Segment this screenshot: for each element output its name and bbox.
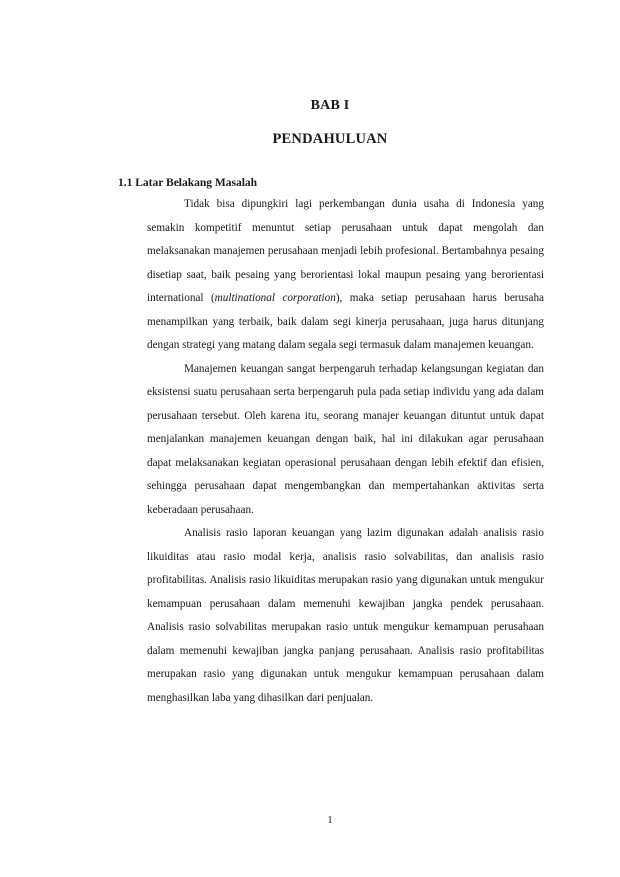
chapter-number: BAB I	[310, 98, 350, 113]
chapter-title: PENDAHULUAN	[272, 131, 388, 147]
section-heading: 1.1 Latar Belakang Masalah	[118, 177, 258, 189]
paragraph-1-before: Tidak bisa dipungkiri lagi perkembangan dunia usaha di Indonesia yang semakin kompetitif menuntut setiap perusahaan untuk dapat mengolah dan melaksanakan manajemen perusahaan menjadi lebih profesional. Bertambahnya pesaing disetiap saat, baik pesaing yang berorientasi lokal maupun pesaing yang berorientasi international (	[147, 198, 544, 304]
paragraph-3: Analisis rasio laporan keuangan yang lazim digunakan adalah analisis rasio likuiditas atau rasio modal kerja, analisis rasio solvabilitas, dan analisis rasio profitabilitas. Analisis rasio likuiditas merupakan rasio yang digunakan untuk mengukur kemampuan perusahaan dalam memenuhi kewajiban jangka pendek perusahaan. Analisis rasio solvabilitas merupakan rasio untuk mengukur kemampuan perusahaan dalam memenuhi kewajiban jangka panjang perusahaan. Analisis rasio profitabilitas merupakan rasio yang digunakan untuk mengukur kemampuan perusahaan dalam menghasilkan laba yang dihasilkan dari penjualan.	[147, 527, 544, 704]
paragraph-1	[147, 193, 544, 358]
paragraph-1-emphasis: multinational corporation	[214, 292, 336, 304]
body-text	[147, 193, 544, 710]
paragraph-2: Manajemen keuangan sangat berpengaruh terhadap kelangsungan kegiatan dan eksistensi suatu perusahaan serta berpengaruh pula pada setiap individu yang ada dalam perusahaan tersebut. Oleh karena itu, seorang manajer keuangan dituntut untuk dapat menjalankan manajemen keuangan dengan baik, hal ini dilakukan agar perusahaan dapat melaksanakan kegiatan operasional perusahaan dengan lebih efektif dan efisien, sehingga perusahaan dapat mengembangkan dan mempertahankan aktivitas serta keberadaan perusahaan.	[147, 362, 544, 516]
page-number: 1	[327, 814, 333, 826]
paragraph-1-after: ), maka setiap perusahaan harus berusaha menampilkan yang terbaik, baik dalam segi kinerja perusahaan, juga harus ditunjang dengan strategi yang matang dalam segala segi termasuk dalam manajemen keuangan.	[147, 292, 544, 351]
